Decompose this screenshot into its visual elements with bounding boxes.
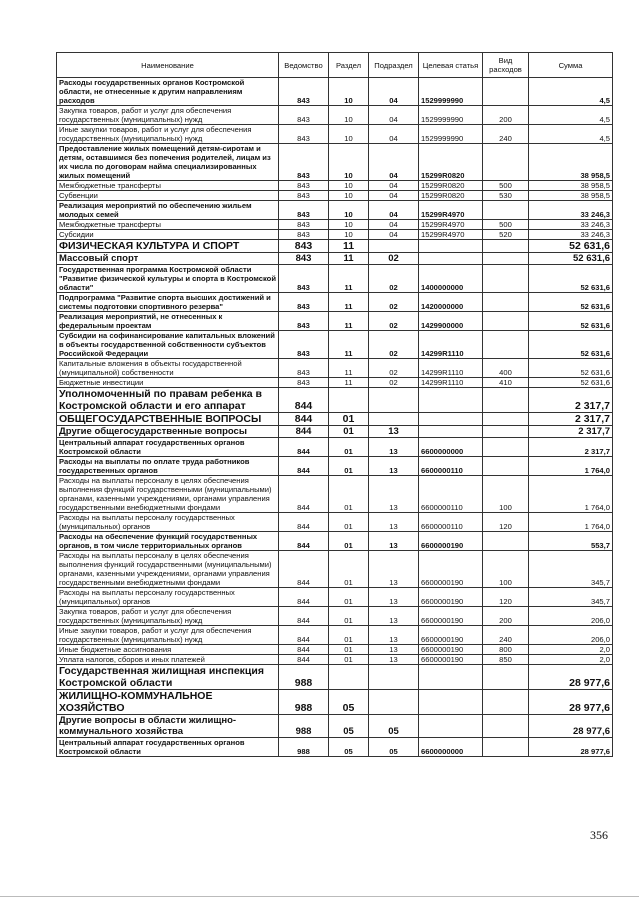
cell-name: ОБЩЕГОСУДАРСТВЕННЫЕ ВОПРОСЫ — [57, 413, 279, 426]
cell-vid-raskhodov: 500 — [483, 220, 529, 230]
cell-celevaya-statya: 15299R0820 — [419, 191, 483, 201]
cell-summa: 2 317,7 — [529, 388, 613, 413]
cell-name: Другие вопросы в области жилищно-коммунального хозяйства — [57, 715, 279, 738]
cell-vedomstvo: 843 — [279, 144, 329, 181]
cell-podrazdel: 13 — [369, 655, 419, 665]
table-row — [57, 359, 613, 378]
cell-summa: 52 631,6 — [529, 265, 613, 293]
cell-vedomstvo: 988 — [279, 690, 329, 715]
cell-razdel: 10 — [329, 144, 369, 181]
cell-summa: 28 977,6 — [529, 738, 613, 757]
cell-celevaya-statya — [419, 665, 483, 690]
cell-vid-raskhodov — [483, 265, 529, 293]
cell-podrazdel: 13 — [369, 476, 419, 513]
cell-celevaya-statya: 1529999990 — [419, 125, 483, 144]
cell-name: Закупка товаров, работ и услуг для обеспечения государственных (муниципальных) нужд — [57, 106, 279, 125]
cell-summa: 52 631,6 — [529, 240, 613, 253]
cell-name: Бюджетные инвестиции — [57, 378, 279, 388]
cell-vedomstvo: 844 — [279, 532, 329, 551]
cell-summa: 345,7 — [529, 551, 613, 588]
cell-vid-raskhodov — [483, 690, 529, 715]
cell-podrazdel: 04 — [369, 191, 419, 201]
cell-name: Реализация мероприятий, не отнесенных к федеральным проектам — [57, 312, 279, 331]
cell-vid-raskhodov — [483, 413, 529, 426]
cell-celevaya-statya: 1400000000 — [419, 265, 483, 293]
table-row — [57, 265, 613, 293]
cell-podrazdel: 05 — [369, 715, 419, 738]
cell-vedomstvo: 843 — [279, 125, 329, 144]
cell-celevaya-statya: 1529999990 — [419, 78, 483, 106]
cell-razdel: 10 — [329, 230, 369, 240]
table-row — [57, 715, 613, 738]
cell-celevaya-statya — [419, 253, 483, 265]
cell-vid-raskhodov: 100 — [483, 476, 529, 513]
cell-celevaya-statya: 6600000110 — [419, 513, 483, 532]
cell-vid-raskhodov: 240 — [483, 125, 529, 144]
cell-razdel: 05 — [329, 690, 369, 715]
cell-podrazdel: 13 — [369, 438, 419, 457]
cell-podrazdel: 02 — [369, 293, 419, 312]
cell-vedomstvo: 843 — [279, 230, 329, 240]
header-summa: Сумма — [529, 53, 613, 78]
cell-vedomstvo: 843 — [279, 106, 329, 125]
cell-vedomstvo: 988 — [279, 665, 329, 690]
cell-razdel: 01 — [329, 551, 369, 588]
cell-podrazdel: 13 — [369, 551, 419, 588]
table-row — [57, 426, 613, 438]
cell-summa: 52 631,6 — [529, 312, 613, 331]
cell-vedomstvo: 844 — [279, 413, 329, 426]
cell-razdel: 01 — [329, 457, 369, 476]
cell-summa: 33 246,3 — [529, 220, 613, 230]
cell-vedomstvo: 843 — [279, 312, 329, 331]
cell-vedomstvo: 843 — [279, 220, 329, 230]
cell-summa: 38 958,5 — [529, 191, 613, 201]
cell-celevaya-statya: 6600000190 — [419, 607, 483, 626]
cell-razdel: 11 — [329, 331, 369, 359]
cell-celevaya-statya — [419, 240, 483, 253]
budget-table — [56, 52, 613, 757]
table-row — [57, 181, 613, 191]
cell-razdel: 01 — [329, 426, 369, 438]
cell-vedomstvo: 844 — [279, 476, 329, 513]
cell-celevaya-statya: 6600000000 — [419, 738, 483, 757]
cell-vedomstvo: 843 — [279, 240, 329, 253]
cell-summa: 28 977,6 — [529, 715, 613, 738]
cell-razdel: 11 — [329, 312, 369, 331]
cell-vid-raskhodov: 400 — [483, 359, 529, 378]
cell-name: Другие общегосударственные вопросы — [57, 426, 279, 438]
cell-name: Уполномоченный по правам ребенка в Костромской области и его аппарат — [57, 388, 279, 413]
table-row — [57, 220, 613, 230]
cell-razdel: 01 — [329, 607, 369, 626]
cell-summa: 2 317,7 — [529, 426, 613, 438]
cell-razdel: 11 — [329, 265, 369, 293]
cell-razdel: 01 — [329, 655, 369, 665]
cell-name: Расходы на выплаты персоналу в целях обеспечения выполнения функций государственными (муниципальными) органами, казенными учреждениями, органами управления государственными внебюджетными фондами — [57, 476, 279, 513]
cell-podrazdel: 02 — [369, 265, 419, 293]
cell-vedomstvo: 844 — [279, 607, 329, 626]
header-vedomstvo: Ведомство — [279, 53, 329, 78]
table-row — [57, 191, 613, 201]
cell-celevaya-statya: 6600000190 — [419, 588, 483, 607]
cell-razdel: 01 — [329, 532, 369, 551]
cell-razdel: 10 — [329, 201, 369, 220]
cell-celevaya-statya: 6600000000 — [419, 438, 483, 457]
cell-vid-raskhodov: 530 — [483, 191, 529, 201]
cell-celevaya-statya: 1420000000 — [419, 293, 483, 312]
cell-summa: 33 246,3 — [529, 201, 613, 220]
cell-vedomstvo: 843 — [279, 181, 329, 191]
cell-celevaya-statya: 6600000190 — [419, 655, 483, 665]
cell-summa: 2 317,7 — [529, 413, 613, 426]
cell-celevaya-statya: 6600000190 — [419, 645, 483, 655]
header-podrazdel: Подраздел — [369, 53, 419, 78]
table-row — [57, 230, 613, 240]
table-row — [57, 253, 613, 265]
cell-name: Субвенции — [57, 191, 279, 201]
cell-vedomstvo: 843 — [279, 191, 329, 201]
cell-summa: 1 764,0 — [529, 513, 613, 532]
cell-razdel: 11 — [329, 293, 369, 312]
cell-vid-raskhodov — [483, 388, 529, 413]
cell-vedomstvo: 844 — [279, 426, 329, 438]
cell-summa: 345,7 — [529, 588, 613, 607]
cell-summa: 52 631,6 — [529, 378, 613, 388]
table-row — [57, 144, 613, 181]
table-row — [57, 293, 613, 312]
cell-name: Субсидии на софинансирование капитальных вложений в объекты государственной собственности субъектов Российской Федерации — [57, 331, 279, 359]
cell-celevaya-statya: 6600000190 — [419, 626, 483, 645]
cell-razdel: 01 — [329, 645, 369, 655]
cell-podrazdel — [369, 240, 419, 253]
cell-razdel: 05 — [329, 715, 369, 738]
cell-podrazdel: 02 — [369, 378, 419, 388]
table-row — [57, 331, 613, 359]
cell-name: Государственная жилищная инспекция Костромской области — [57, 665, 279, 690]
cell-summa: 553,7 — [529, 532, 613, 551]
cell-name: Межбюджетные трансферты — [57, 220, 279, 230]
table-row — [57, 645, 613, 655]
table-row — [57, 413, 613, 426]
cell-celevaya-statya — [419, 388, 483, 413]
cell-vid-raskhodov — [483, 293, 529, 312]
table-row — [57, 240, 613, 253]
cell-vid-raskhodov — [483, 426, 529, 438]
cell-summa: 206,0 — [529, 607, 613, 626]
table-row — [57, 457, 613, 476]
cell-name: Расходы на выплаты по оплате труда работников государственных органов — [57, 457, 279, 476]
cell-podrazdel: 04 — [369, 125, 419, 144]
cell-celevaya-statya: 6600000190 — [419, 551, 483, 588]
cell-summa: 52 631,6 — [529, 253, 613, 265]
cell-vedomstvo: 844 — [279, 551, 329, 588]
cell-summa: 206,0 — [529, 626, 613, 645]
cell-summa: 52 631,6 — [529, 359, 613, 378]
cell-summa: 52 631,6 — [529, 331, 613, 359]
page-edge-divider — [0, 896, 639, 897]
cell-name: Центральный аппарат государственных органов Костромской области — [57, 438, 279, 457]
cell-razdel: 10 — [329, 191, 369, 201]
cell-vedomstvo: 844 — [279, 388, 329, 413]
table-row — [57, 388, 613, 413]
cell-vedomstvo: 988 — [279, 738, 329, 757]
cell-vedomstvo: 844 — [279, 438, 329, 457]
cell-name: Субсидии — [57, 230, 279, 240]
cell-razdel: 10 — [329, 220, 369, 230]
table-row — [57, 476, 613, 513]
cell-vid-raskhodov — [483, 532, 529, 551]
cell-name: Капитальные вложения в объекты государственной (муниципальной) собственности — [57, 359, 279, 378]
header-vid-raskhodov: Вид расходов — [483, 53, 529, 78]
cell-razdel — [329, 388, 369, 413]
table-row — [57, 106, 613, 125]
cell-vid-raskhodov: 410 — [483, 378, 529, 388]
cell-razdel: 01 — [329, 476, 369, 513]
cell-podrazdel: 02 — [369, 331, 419, 359]
cell-name: Расходы на выплаты персоналу государственных (муниципальных) органов — [57, 588, 279, 607]
cell-vedomstvo: 844 — [279, 626, 329, 645]
cell-name: Расходы государственных органов Костромской области, не отнесенные к другим направлениям расходов — [57, 78, 279, 106]
cell-podrazdel: 13 — [369, 588, 419, 607]
cell-razdel: 01 — [329, 413, 369, 426]
header-razdel: Раздел — [329, 53, 369, 78]
cell-vid-raskhodov — [483, 457, 529, 476]
cell-vid-raskhodov: 200 — [483, 106, 529, 125]
cell-podrazdel: 04 — [369, 106, 419, 125]
cell-podrazdel: 04 — [369, 220, 419, 230]
cell-podrazdel: 04 — [369, 181, 419, 191]
cell-celevaya-statya — [419, 690, 483, 715]
cell-celevaya-statya: 15299R4970 — [419, 230, 483, 240]
cell-podrazdel: 13 — [369, 645, 419, 655]
cell-celevaya-statya: 15299R4970 — [419, 220, 483, 230]
cell-summa: 4,5 — [529, 78, 613, 106]
cell-name: Массовый спорт — [57, 253, 279, 265]
cell-summa: 4,5 — [529, 106, 613, 125]
cell-vid-raskhodov: 120 — [483, 513, 529, 532]
cell-vid-raskhodov — [483, 738, 529, 757]
cell-summa: 38 958,5 — [529, 181, 613, 191]
cell-celevaya-statya: 14299R1110 — [419, 359, 483, 378]
cell-vid-raskhodov: 800 — [483, 645, 529, 655]
cell-name: Расходы на выплаты персоналу в целях обеспечения выполнения функций государственными (муниципальными) органами, казенными учреждениями, органами управления государственными внебюджетными фондами — [57, 551, 279, 588]
cell-vedomstvo: 843 — [279, 265, 329, 293]
cell-celevaya-statya: 6600000110 — [419, 457, 483, 476]
cell-razdel: 10 — [329, 78, 369, 106]
table-row — [57, 378, 613, 388]
cell-celevaya-statya — [419, 715, 483, 738]
cell-summa: 52 631,6 — [529, 293, 613, 312]
cell-name: Реализация мероприятий по обеспечению жильем молодых семей — [57, 201, 279, 220]
cell-vedomstvo: 843 — [279, 293, 329, 312]
cell-podrazdel: 05 — [369, 738, 419, 757]
cell-podrazdel: 13 — [369, 607, 419, 626]
cell-vid-raskhodov: 100 — [483, 551, 529, 588]
cell-summa: 2,0 — [529, 655, 613, 665]
page-number: 356 — [590, 828, 608, 842]
cell-celevaya-statya — [419, 413, 483, 426]
cell-vid-raskhodov: 850 — [483, 655, 529, 665]
cell-celevaya-statya: 15299R4970 — [419, 201, 483, 220]
cell-name: Иные закупки товаров, работ и услуг для обеспечения государственных (муниципальных) нужд — [57, 125, 279, 144]
table-row — [57, 690, 613, 715]
cell-vid-raskhodov — [483, 312, 529, 331]
cell-razdel: 10 — [329, 125, 369, 144]
table-row — [57, 551, 613, 588]
cell-name: Иные бюджетные ассигнования — [57, 645, 279, 655]
cell-summa: 2 317,7 — [529, 438, 613, 457]
cell-vedomstvo: 844 — [279, 457, 329, 476]
table-row — [57, 78, 613, 106]
cell-razdel: 10 — [329, 181, 369, 191]
cell-podrazdel: 02 — [369, 359, 419, 378]
cell-podrazdel: 02 — [369, 253, 419, 265]
table-row — [57, 626, 613, 645]
cell-podrazdel: 13 — [369, 532, 419, 551]
cell-podrazdel: 13 — [369, 457, 419, 476]
cell-vid-raskhodov — [483, 253, 529, 265]
table-row — [57, 588, 613, 607]
cell-name: Закупка товаров, работ и услуг для обеспечения государственных (муниципальных) нужд — [57, 607, 279, 626]
cell-celevaya-statya: 6600000110 — [419, 476, 483, 513]
cell-podrazdel: 04 — [369, 144, 419, 181]
cell-razdel: 01 — [329, 626, 369, 645]
cell-celevaya-statya: 6600000190 — [419, 532, 483, 551]
cell-summa: 1 764,0 — [529, 457, 613, 476]
cell-vedomstvo: 844 — [279, 588, 329, 607]
cell-name: Иные закупки товаров, работ и услуг для обеспечения государственных (муниципальных) нужд — [57, 626, 279, 645]
cell-razdel — [329, 665, 369, 690]
header-celevaya-statya: Целевая статья — [419, 53, 483, 78]
cell-vid-raskhodov — [483, 78, 529, 106]
cell-celevaya-statya: 1529999990 — [419, 106, 483, 125]
cell-razdel: 11 — [329, 378, 369, 388]
cell-razdel: 10 — [329, 106, 369, 125]
table-row — [57, 738, 613, 757]
cell-name: Расходы на обеспечение функций государственных органов, в том числе территориальных органов — [57, 532, 279, 551]
table-header-row — [57, 53, 613, 78]
cell-podrazdel: 04 — [369, 230, 419, 240]
cell-vedomstvo: 844 — [279, 655, 329, 665]
cell-name: ЖИЛИЩНО-КОММУНАЛЬНОЕ ХОЗЯЙСТВО — [57, 690, 279, 715]
cell-podrazdel — [369, 388, 419, 413]
cell-podrazdel: 13 — [369, 626, 419, 645]
cell-vid-raskhodov: 500 — [483, 181, 529, 191]
table-body — [57, 78, 613, 757]
cell-vedomstvo: 843 — [279, 78, 329, 106]
cell-name: Предоставление жилых помещений детям-сиротам и детям, оставшимся без попечения родителей, лицам из их числа по договорам найма специализированных жилых помещений — [57, 144, 279, 181]
cell-summa: 1 764,0 — [529, 476, 613, 513]
table-row — [57, 513, 613, 532]
cell-vedomstvo: 843 — [279, 331, 329, 359]
cell-podrazdel: 04 — [369, 78, 419, 106]
cell-vid-raskhodov — [483, 715, 529, 738]
cell-name: Межбюджетные трансферты — [57, 181, 279, 191]
cell-vedomstvo: 843 — [279, 253, 329, 265]
cell-vid-raskhodov: 120 — [483, 588, 529, 607]
table-row — [57, 607, 613, 626]
cell-celevaya-statya — [419, 426, 483, 438]
cell-summa: 28 977,6 — [529, 665, 613, 690]
cell-summa: 4,5 — [529, 125, 613, 144]
cell-name: Центральный аппарат государственных органов Костромской области — [57, 738, 279, 757]
cell-podrazdel: 13 — [369, 513, 419, 532]
cell-name: Уплата налогов, сборов и иных платежей — [57, 655, 279, 665]
cell-razdel: 05 — [329, 738, 369, 757]
cell-razdel: 01 — [329, 588, 369, 607]
cell-vedomstvo: 843 — [279, 378, 329, 388]
table-row — [57, 532, 613, 551]
table-row — [57, 125, 613, 144]
cell-celevaya-statya: 14299R1110 — [419, 378, 483, 388]
cell-vid-raskhodov — [483, 438, 529, 457]
cell-vedomstvo: 843 — [279, 359, 329, 378]
cell-vid-raskhodov — [483, 240, 529, 253]
cell-vid-raskhodov: 240 — [483, 626, 529, 645]
cell-vedomstvo: 844 — [279, 645, 329, 655]
cell-podrazdel — [369, 665, 419, 690]
cell-summa: 28 977,6 — [529, 690, 613, 715]
table-row — [57, 312, 613, 331]
cell-celevaya-statya: 15299R0820 — [419, 144, 483, 181]
header-name: Наименование — [57, 53, 279, 78]
cell-razdel: 11 — [329, 240, 369, 253]
cell-name: Государственная программа Костромской области "Развитие физической культуры и спорта в Костромской области" — [57, 265, 279, 293]
cell-vedomstvo: 843 — [279, 201, 329, 220]
cell-summa: 2,0 — [529, 645, 613, 655]
cell-vedomstvo: 844 — [279, 513, 329, 532]
table-row — [57, 665, 613, 690]
cell-celevaya-statya: 1429900000 — [419, 312, 483, 331]
cell-name: Расходы на выплаты персоналу государственных (муниципальных) органов — [57, 513, 279, 532]
cell-name: ФИЗИЧЕСКАЯ КУЛЬТУРА И СПОРТ — [57, 240, 279, 253]
cell-podrazdel — [369, 690, 419, 715]
cell-summa: 38 958,5 — [529, 144, 613, 181]
cell-razdel: 11 — [329, 359, 369, 378]
cell-celevaya-statya: 14299R1110 — [419, 331, 483, 359]
cell-celevaya-statya: 15299R0820 — [419, 181, 483, 191]
cell-vid-raskhodov — [483, 144, 529, 181]
table-row — [57, 655, 613, 665]
cell-vedomstvo: 988 — [279, 715, 329, 738]
cell-vid-raskhodov — [483, 331, 529, 359]
table-row — [57, 438, 613, 457]
cell-vid-raskhodov — [483, 201, 529, 220]
cell-summa: 33 246,3 — [529, 230, 613, 240]
cell-podrazdel — [369, 413, 419, 426]
cell-podrazdel: 02 — [369, 312, 419, 331]
cell-vid-raskhodov: 200 — [483, 607, 529, 626]
cell-razdel: 01 — [329, 438, 369, 457]
cell-podrazdel: 04 — [369, 201, 419, 220]
cell-razdel: 01 — [329, 513, 369, 532]
cell-name: Подпрограмма "Развитие спорта высших достижений и системы подготовки спортивного резерва" — [57, 293, 279, 312]
cell-vid-raskhodov: 520 — [483, 230, 529, 240]
cell-vid-raskhodov — [483, 665, 529, 690]
cell-podrazdel: 13 — [369, 426, 419, 438]
cell-razdel: 11 — [329, 253, 369, 265]
table-row — [57, 201, 613, 220]
